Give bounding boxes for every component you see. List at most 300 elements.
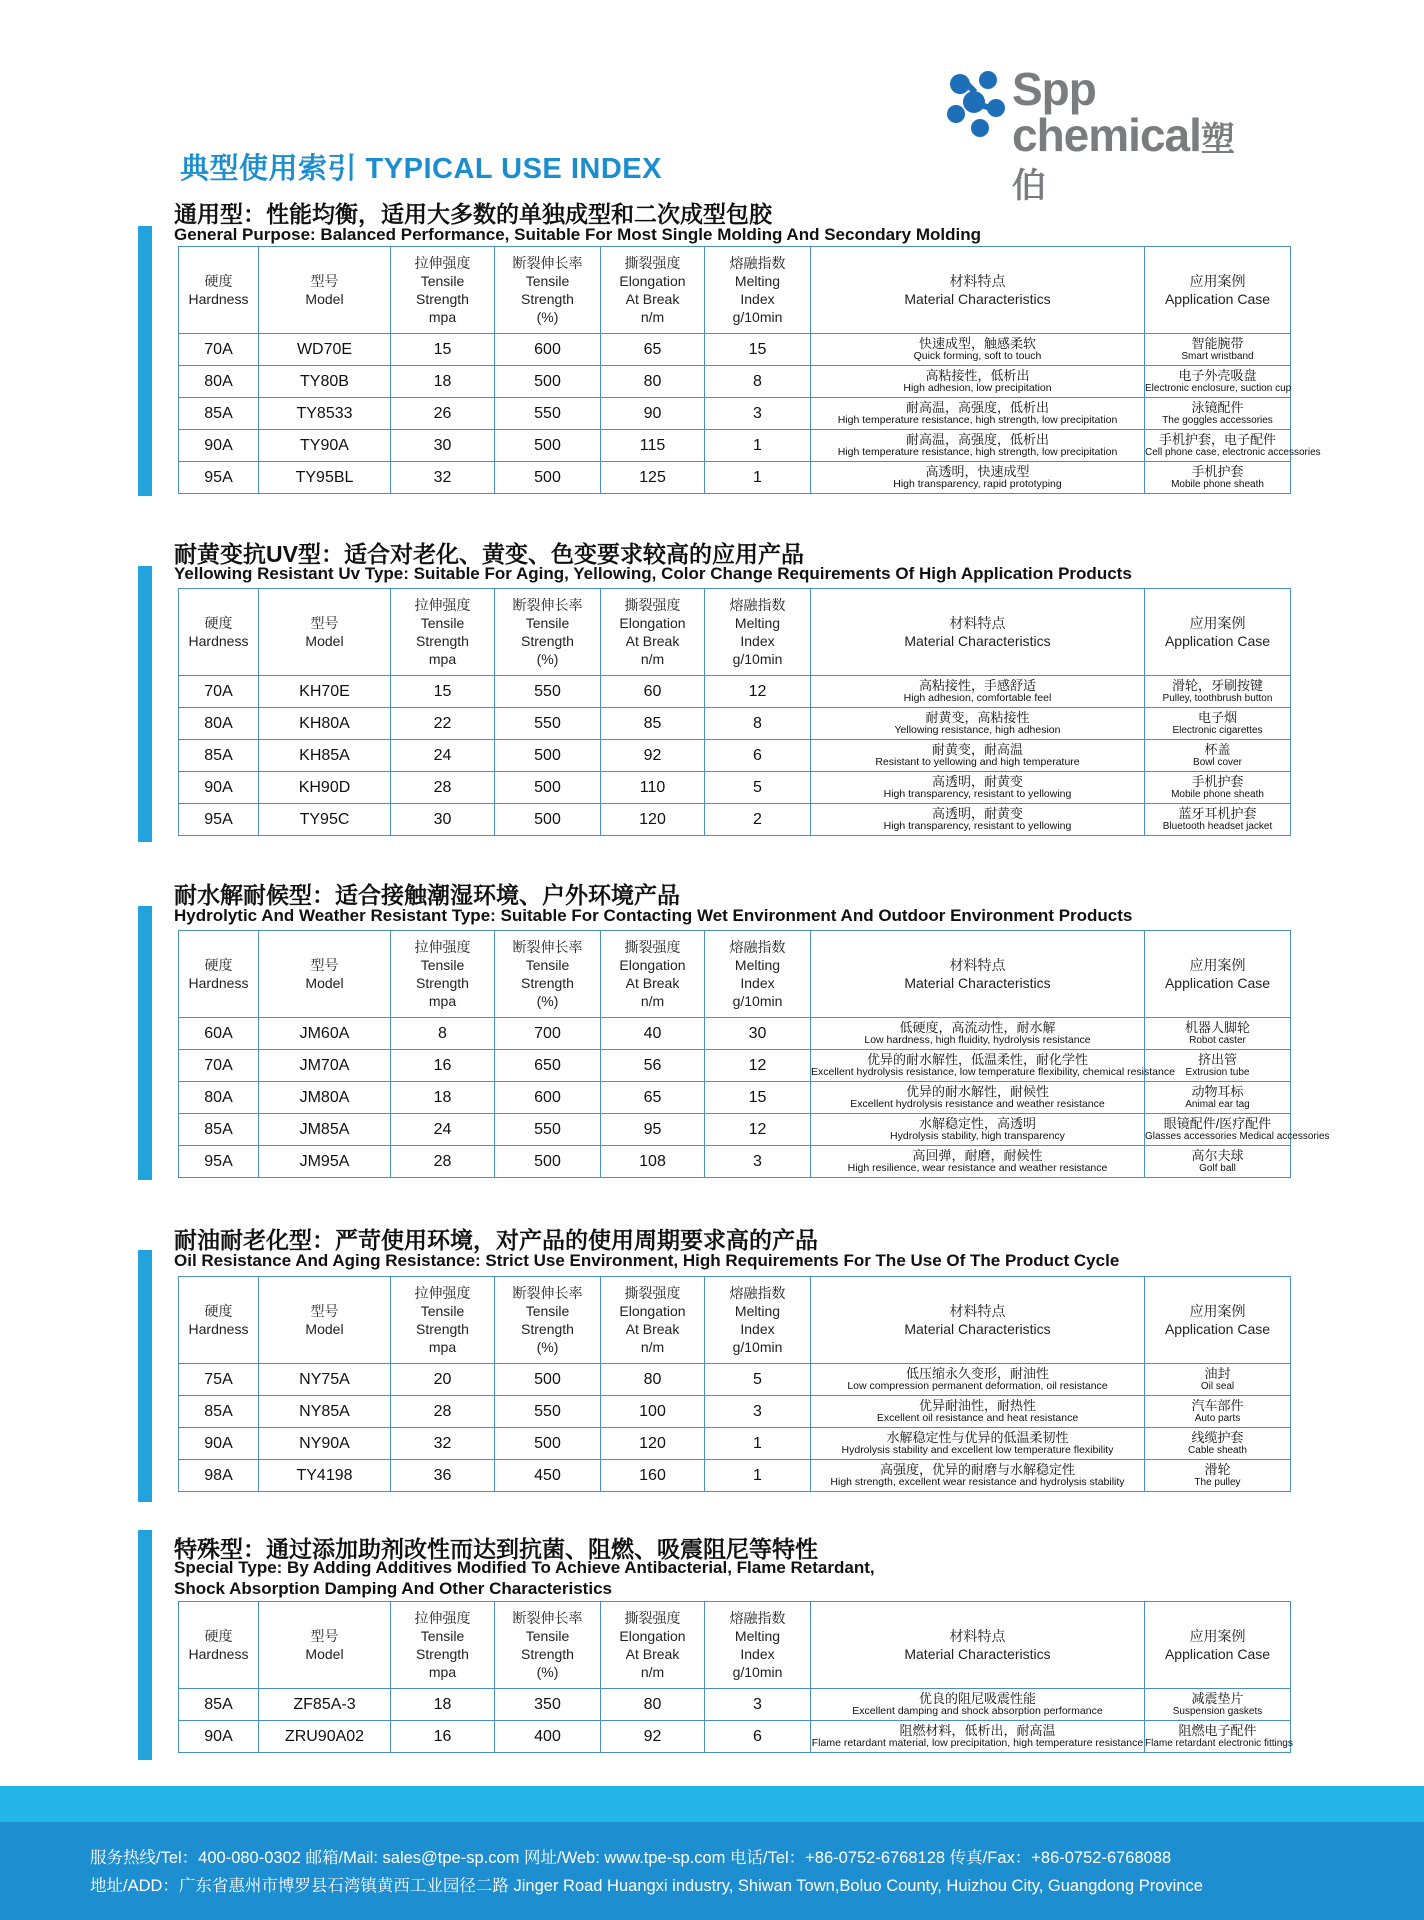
cell-tear-strength: 120 xyxy=(601,804,705,836)
feature-en: Excellent hydrolysis resistance, low temperature flexibility, chemical resistance xyxy=(811,1066,1175,1078)
section-title-cn: 耐黄变抗UV型：适合对老化、黄变、色变要求较高的应用产品 xyxy=(174,541,804,567)
header-line: Index xyxy=(740,633,775,649)
table-row xyxy=(179,1460,1291,1492)
feature-cn: 高透明，耐黄变 xyxy=(931,774,1023,789)
cell-application-case xyxy=(1145,772,1291,804)
cell-elongation: 600 xyxy=(495,1082,601,1114)
section-side-bar xyxy=(138,1250,152,1502)
header-line: 熔融指数 xyxy=(729,255,786,271)
header-line: 硬度 xyxy=(204,957,233,973)
header-line: 硬度 xyxy=(204,1303,233,1319)
header-line: g/10min xyxy=(732,309,783,325)
cell-application-case xyxy=(1145,740,1291,772)
cell-elongation: 400 xyxy=(495,1721,601,1753)
header-line: 撕裂强度 xyxy=(624,1285,681,1301)
section-title-en xyxy=(174,224,981,245)
section-title-en-line: Oil Resistance And Aging Resistance: Strict Use Environment, High Requirements For The Use Of The Product Cycle xyxy=(174,1251,1120,1270)
cell-application-case xyxy=(1145,1018,1291,1050)
cell-elongation: 500 xyxy=(495,366,601,398)
cell-model: JM80A xyxy=(259,1082,391,1114)
cell-tensile-strength: 28 xyxy=(391,1146,495,1178)
column-header-model xyxy=(259,589,391,676)
section-title-en-line: Yellowing Resistant Uv Type: Suitable For Aging, Yellowing, Color Change Requirements Of High Application Products xyxy=(174,564,1132,583)
cell-tear-strength: 110 xyxy=(601,772,705,804)
cell-hardness: 70A xyxy=(179,1050,259,1082)
feature-en: High adhesion, low precipitation xyxy=(903,382,1052,394)
header-line: 型号 xyxy=(310,615,339,631)
section-title-en xyxy=(174,563,1132,584)
cell-tear-strength: 85 xyxy=(601,708,705,740)
header-line: Hardness xyxy=(188,1646,249,1662)
feature-en: Resistant to yellowing and high temperature xyxy=(875,756,1080,768)
table-row xyxy=(179,398,1291,430)
table-row xyxy=(179,1428,1291,1460)
cell-application-case xyxy=(1145,708,1291,740)
table-row xyxy=(179,676,1291,708)
cell-application-case xyxy=(1145,366,1291,398)
application-en: Flame retardant electronic fittings xyxy=(1145,1738,1293,1749)
application-cn: 线缆护套 xyxy=(1191,1430,1244,1445)
cell-elongation: 500 xyxy=(495,1364,601,1396)
cell-hardness: 80A xyxy=(179,366,259,398)
application-cn: 挤出管 xyxy=(1197,1052,1237,1067)
header-line: Strength xyxy=(521,1646,574,1662)
cell-application-case xyxy=(1145,1460,1291,1492)
feature-cn: 高透明，耐黄变 xyxy=(931,806,1023,821)
application-en: The goggles accessories xyxy=(1162,415,1273,426)
cell-application-case xyxy=(1145,1689,1291,1721)
cell-tensile-strength: 28 xyxy=(391,772,495,804)
feature-en: Hydrolysis stability, high transparency xyxy=(890,1130,1065,1142)
cell-material-characteristics xyxy=(811,804,1145,836)
section-title-en-line: Special Type: By Adding Additives Modified To Achieve Antibacterial, Flame Retardant, xyxy=(174,1558,875,1577)
header-line: n/m xyxy=(640,1664,665,1680)
cell-tensile-strength: 36 xyxy=(391,1460,495,1492)
cell-elongation: 450 xyxy=(495,1460,601,1492)
spec-table xyxy=(178,1601,1291,1753)
header-line: Strength xyxy=(416,291,469,307)
cell-hardness: 95A xyxy=(179,804,259,836)
table-row xyxy=(179,1146,1291,1178)
section-title-en-line: Hydrolytic And Weather Resistant Type: Suitable For Contacting Wet Environment And Outdoor Environment Products xyxy=(174,906,1133,925)
header-line: Application Case xyxy=(1164,1321,1271,1337)
cell-tear-strength: 92 xyxy=(601,740,705,772)
column-header-melt xyxy=(705,931,811,1018)
header-line: Tensile xyxy=(525,1628,570,1644)
header-line: Tensile xyxy=(420,1628,465,1644)
section-title-en xyxy=(174,1250,1119,1271)
cell-model: WD70E xyxy=(259,334,391,366)
cell-hardness: 90A xyxy=(179,1428,259,1460)
cell-hardness: 90A xyxy=(179,1721,259,1753)
header-line: Hardness xyxy=(188,633,249,649)
feature-en: Quick forming, soft to touch xyxy=(913,350,1042,362)
cell-melt-index: 3 xyxy=(705,1146,811,1178)
column-header-application xyxy=(1145,247,1291,334)
cell-hardness: 90A xyxy=(179,772,259,804)
feature-cn: 水解稳定性与优异的低温柔韧性 xyxy=(886,1430,1069,1445)
feature-en: High temperature resistance, high strength, low precipitation xyxy=(837,414,1118,426)
column-header-model xyxy=(259,1277,391,1364)
header-line: Melting xyxy=(734,615,781,631)
cell-application-case xyxy=(1145,1428,1291,1460)
cell-application-case xyxy=(1145,430,1321,462)
header-line: mpa xyxy=(428,309,457,325)
feature-en: Hydrolysis stability and excellent low temperature flexibility xyxy=(841,1444,1114,1456)
header-line: At Break xyxy=(625,291,680,307)
cell-hardness: 70A xyxy=(179,676,259,708)
feature-cn: 高回弹，耐磨，耐候性 xyxy=(912,1148,1043,1163)
footer-contact-line: 服务热线/Tel：400-080-0302 邮箱/Mail: sales@tpe-sp.com 网址/Web: www.tpe-sp.com 电话/Tel：+86-0752-6768128 传真/Fax：+86-0752-6768088 xyxy=(90,1849,1172,1867)
cell-tear-strength: 40 xyxy=(601,1018,705,1050)
header-line: n/m xyxy=(640,1339,665,1355)
header-line: Strength xyxy=(416,633,469,649)
cell-application-case xyxy=(1145,462,1291,494)
header-line: Tensile xyxy=(420,273,465,289)
column-header-features xyxy=(811,589,1145,676)
header-line: 材料特点 xyxy=(949,1628,1006,1644)
application-cn: 动物耳标 xyxy=(1191,1084,1244,1099)
feature-cn: 高强度，优异的耐磨与水解稳定性 xyxy=(879,1462,1075,1477)
column-header-model xyxy=(259,1602,391,1689)
cell-melt-index: 1 xyxy=(705,1428,811,1460)
cell-tensile-strength: 15 xyxy=(391,334,495,366)
header-line: 断裂伸长率 xyxy=(512,1610,583,1626)
section-side-bar xyxy=(138,1530,152,1760)
table-row xyxy=(179,430,1291,462)
header-line: 硬度 xyxy=(204,1628,233,1644)
header-line: mpa xyxy=(428,993,457,1009)
cell-melt-index: 2 xyxy=(705,804,811,836)
cell-material-characteristics xyxy=(811,1689,1145,1721)
header-line: Strength xyxy=(416,1646,469,1662)
header-line: Material Characteristics xyxy=(904,1646,1051,1662)
header-line: 拉伸强度 xyxy=(414,1610,471,1626)
cell-melt-index: 12 xyxy=(705,676,811,708)
cell-elongation: 500 xyxy=(495,740,601,772)
column-header-tear xyxy=(601,1602,705,1689)
header-line: g/10min xyxy=(732,993,783,1009)
cell-material-characteristics xyxy=(811,708,1145,740)
column-header-model xyxy=(259,247,391,334)
column-header-melt xyxy=(705,1277,811,1364)
cell-application-case xyxy=(1145,676,1291,708)
application-en: Cell phone case, electronic accessories xyxy=(1145,447,1321,458)
cell-material-characteristics xyxy=(811,772,1145,804)
header-line: 撕裂强度 xyxy=(624,255,681,271)
header-line: 型号 xyxy=(310,1303,339,1319)
cell-material-characteristics xyxy=(811,462,1145,494)
header-line: 型号 xyxy=(310,957,339,973)
application-en: Golf ball xyxy=(1199,1163,1236,1174)
header-line: Hardness xyxy=(188,1321,249,1337)
cell-tensile-strength: 32 xyxy=(391,1428,495,1460)
feature-en: Low compression permanent deformation, oil resistance xyxy=(847,1380,1108,1392)
spec-table xyxy=(178,246,1321,494)
column-header-elongation xyxy=(495,1602,601,1689)
cell-elongation: 500 xyxy=(495,430,601,462)
column-header-features xyxy=(811,1277,1145,1364)
cell-hardness: 95A xyxy=(179,462,259,494)
header-line: Index xyxy=(740,1646,775,1662)
cell-melt-index: 3 xyxy=(705,1396,811,1428)
header-line: Model xyxy=(305,1646,344,1662)
header-line: Melting xyxy=(734,1628,781,1644)
cell-elongation: 600 xyxy=(495,334,601,366)
header-line: Strength xyxy=(521,291,574,307)
section-title-cn: 耐水解耐候型：适合接触潮湿环境、户外环境产品 xyxy=(174,882,680,908)
cell-tensile-strength: 16 xyxy=(391,1721,495,1753)
cell-material-characteristics xyxy=(811,740,1145,772)
header-line: Model xyxy=(305,633,344,649)
section-title-en-line: General Purpose: Balanced Performance, Suitable For Most Single Molding And Secondary Molding xyxy=(174,225,981,244)
cell-tear-strength: 115 xyxy=(601,430,705,462)
cell-tear-strength: 56 xyxy=(601,1050,705,1082)
header-line: Melting xyxy=(734,273,781,289)
cell-material-characteristics xyxy=(811,366,1145,398)
header-line: 拉伸强度 xyxy=(414,255,471,271)
header-line: 材料特点 xyxy=(949,957,1006,973)
column-header-application xyxy=(1145,931,1291,1018)
table-row xyxy=(179,1050,1291,1082)
cell-melt-index: 3 xyxy=(705,1689,811,1721)
table-row xyxy=(179,1018,1291,1050)
application-cn: 阻燃电子配件 xyxy=(1178,1723,1257,1738)
column-header-hardness xyxy=(179,247,259,334)
cell-hardness: 95A xyxy=(179,1146,259,1178)
header-line: 应用案例 xyxy=(1189,1628,1246,1644)
application-en: Bowl cover xyxy=(1193,757,1242,768)
application-cn: 机器人脚轮 xyxy=(1184,1020,1250,1035)
cell-elongation: 550 xyxy=(495,398,601,430)
feature-en: High strength, excellent wear resistance and hydrolysis stability xyxy=(830,1476,1125,1488)
cell-tear-strength: 90 xyxy=(601,398,705,430)
cell-hardness: 98A xyxy=(179,1460,259,1492)
cell-model: NY90A xyxy=(259,1428,391,1460)
header-line: n/m xyxy=(640,309,665,325)
column-header-tear xyxy=(601,247,705,334)
feature-en: Excellent oil resistance and heat resistance xyxy=(876,1412,1079,1424)
cell-tear-strength: 160 xyxy=(601,1460,705,1492)
header-line: Material Characteristics xyxy=(904,975,1051,991)
feature-en: Excellent damping and shock absorption performance xyxy=(852,1705,1103,1717)
cell-model: TY4198 xyxy=(259,1460,391,1492)
cell-material-characteristics xyxy=(811,1428,1145,1460)
application-cn: 滑轮，牙刷按键 xyxy=(1171,678,1263,693)
cell-tensile-strength: 20 xyxy=(391,1364,495,1396)
header-line: Strength xyxy=(521,633,574,649)
feature-cn: 耐高温，高强度，低析出 xyxy=(905,432,1049,447)
application-en: Electronic cigarettes xyxy=(1172,725,1263,736)
cell-elongation: 550 xyxy=(495,1396,601,1428)
feature-en: High temperature resistance, high strength, low precipitation xyxy=(837,446,1118,458)
header-line: Tensile xyxy=(420,957,465,973)
table-row xyxy=(179,1689,1291,1721)
application-en: Suspension gaskets xyxy=(1172,1706,1263,1717)
header-line: Application Case xyxy=(1164,1646,1271,1662)
logo-brand-line1: Spp xyxy=(1012,63,1096,115)
application-en: Smart wristband xyxy=(1181,351,1254,362)
cell-elongation: 700 xyxy=(495,1018,601,1050)
table-row xyxy=(179,366,1291,398)
header-line: 拉伸强度 xyxy=(414,1285,471,1301)
footer xyxy=(0,1822,1424,1920)
table-row xyxy=(179,1082,1291,1114)
feature-cn: 高粘接性，手感舒适 xyxy=(918,678,1036,693)
cell-application-case xyxy=(1145,1396,1291,1428)
header-line: Index xyxy=(740,975,775,991)
header-line: 材料特点 xyxy=(949,615,1006,631)
column-header-melt xyxy=(705,247,811,334)
cell-melt-index: 15 xyxy=(705,1082,811,1114)
header-line: Tensile xyxy=(525,1303,570,1319)
cell-tear-strength: 80 xyxy=(601,1689,705,1721)
application-en: Mobile phone sheath xyxy=(1171,789,1264,800)
application-en: Mobile phone sheath xyxy=(1171,479,1264,490)
section-title-en xyxy=(174,905,1132,926)
header-line: 材料特点 xyxy=(949,273,1006,289)
section-side-bar xyxy=(138,906,152,1180)
cell-model: ZRU90A02 xyxy=(259,1721,391,1753)
header-line: Strength xyxy=(521,1321,574,1337)
cell-model: JM95A xyxy=(259,1146,391,1178)
cell-hardness: 80A xyxy=(179,708,259,740)
header-line: 断裂伸长率 xyxy=(512,939,583,955)
column-header-hardness xyxy=(179,589,259,676)
header-line: Strength xyxy=(416,975,469,991)
application-cn: 汽车部件 xyxy=(1191,1398,1244,1413)
header-line: Elongation xyxy=(619,957,686,973)
spec-table xyxy=(178,930,1330,1178)
header-line: Material Characteristics xyxy=(904,1321,1051,1337)
cell-model: KH90D xyxy=(259,772,391,804)
cell-tensile-strength: 18 xyxy=(391,1689,495,1721)
feature-cn: 优异的耐水解性，低温柔性，耐化学性 xyxy=(866,1052,1088,1067)
cell-tensile-strength: 8 xyxy=(391,1018,495,1050)
header-line: At Break xyxy=(625,1321,680,1337)
feature-en: High transparency, resistant to yellowing xyxy=(883,820,1072,832)
cell-elongation: 500 xyxy=(495,1428,601,1460)
header-line: 硬度 xyxy=(204,615,233,631)
header-line: 撕裂强度 xyxy=(624,597,681,613)
footer-address-line: 地址/ADD：广东省惠州市博罗县石湾镇黄西工业园径二路 Jinger Road Huangxi industry, Shiwan Town,Boluo County, Huizhou City, Guangdong Province xyxy=(90,1877,1203,1895)
cell-material-characteristics xyxy=(811,430,1145,462)
cell-hardness: 85A xyxy=(179,1396,259,1428)
table-row xyxy=(179,1396,1291,1428)
header-line: Index xyxy=(740,291,775,307)
application-cn: 蓝牙耳机护套 xyxy=(1178,806,1257,821)
header-line: Model xyxy=(305,291,344,307)
header-line: 断裂伸长率 xyxy=(512,255,583,271)
application-cn: 油封 xyxy=(1204,1366,1231,1381)
application-en: Robot caster xyxy=(1189,1035,1246,1046)
cell-hardness: 85A xyxy=(179,1114,259,1146)
logo-brand-line2 xyxy=(1012,109,1264,205)
cell-hardness: 80A xyxy=(179,1082,259,1114)
column-header-elongation xyxy=(495,1277,601,1364)
header-line: Melting xyxy=(734,1303,781,1319)
cell-elongation: 350 xyxy=(495,1689,601,1721)
header-line: 应用案例 xyxy=(1189,615,1246,631)
cell-tear-strength: 65 xyxy=(601,1082,705,1114)
cell-hardness: 85A xyxy=(179,398,259,430)
header-line: 熔融指数 xyxy=(729,939,786,955)
feature-en: Yellowing resistance, high adhesion xyxy=(894,724,1061,736)
cell-application-case xyxy=(1145,1082,1291,1114)
logo-brand-cn: 塑伯 xyxy=(1012,121,1235,205)
cell-elongation: 550 xyxy=(495,708,601,740)
logo-brand-word: chemical xyxy=(1012,109,1201,161)
cell-elongation: 500 xyxy=(495,462,601,494)
cell-melt-index: 5 xyxy=(705,772,811,804)
cell-hardness: 85A xyxy=(179,1689,259,1721)
cell-tear-strength: 125 xyxy=(601,462,705,494)
header-line: 熔融指数 xyxy=(729,1610,786,1626)
column-header-melt xyxy=(705,1602,811,1689)
cell-material-characteristics xyxy=(811,1721,1145,1753)
header-line: Hardness xyxy=(188,975,249,991)
application-en: Extrusion tube xyxy=(1185,1067,1250,1078)
cell-material-characteristics xyxy=(811,1114,1145,1146)
column-header-elongation xyxy=(495,247,601,334)
column-header-hardness xyxy=(179,1602,259,1689)
header-line: Strength xyxy=(521,975,574,991)
cell-application-case xyxy=(1145,1364,1291,1396)
cell-tensile-strength: 15 xyxy=(391,676,495,708)
cell-elongation: 550 xyxy=(495,676,601,708)
cell-hardness: 70A xyxy=(179,334,259,366)
header-line: Tensile xyxy=(420,1303,465,1319)
section-title-cn: 通用型：性能均衡，适用大多数的单独成型和二次成型包胶 xyxy=(174,201,772,227)
feature-cn: 耐黄变，耐高温 xyxy=(931,742,1023,757)
feature-cn: 快速成型，触感柔软 xyxy=(918,336,1036,351)
column-header-application xyxy=(1145,589,1291,676)
feature-cn: 水解稳定性，高透明 xyxy=(918,1116,1036,1131)
cell-material-characteristics xyxy=(811,1050,1175,1082)
cell-model: KH85A xyxy=(259,740,391,772)
header-line: Tensile xyxy=(420,615,465,631)
feature-en: Low hardness, high fluidity, hydrolysis resistance xyxy=(864,1034,1091,1046)
section-title-cn: 耐油耐老化型：严苛使用环境，对产品的使用周期要求高的产品 xyxy=(174,1227,818,1253)
header-line: 应用案例 xyxy=(1189,1303,1246,1319)
cell-tear-strength: 100 xyxy=(601,1396,705,1428)
cell-model: JM60A xyxy=(259,1018,391,1050)
cell-model: NY85A xyxy=(259,1396,391,1428)
feature-cn: 高粘接性，低析出 xyxy=(925,368,1030,383)
feature-cn: 优异耐油性，耐热性 xyxy=(918,1398,1036,1413)
cell-material-characteristics xyxy=(811,676,1145,708)
column-header-melt xyxy=(705,589,811,676)
application-cn: 手机护套 xyxy=(1191,464,1244,479)
section-side-bar xyxy=(138,566,152,842)
header-line: 熔融指数 xyxy=(729,597,786,613)
cell-application-case xyxy=(1145,804,1291,836)
header-line: n/m xyxy=(640,651,665,667)
cell-model: KH70E xyxy=(259,676,391,708)
table-row xyxy=(179,1721,1291,1753)
header-line: 硬度 xyxy=(204,273,233,289)
cell-tensile-strength: 26 xyxy=(391,398,495,430)
page-title: 典型使用索引 TYPICAL USE INDEX xyxy=(180,153,662,185)
column-header-tensile-strength xyxy=(391,1602,495,1689)
cell-model: NY75A xyxy=(259,1364,391,1396)
cell-application-case xyxy=(1145,334,1291,366)
cell-tear-strength: 65 xyxy=(601,334,705,366)
section-title-en xyxy=(174,1557,875,1599)
application-en: Electronic enclosure, suction cup xyxy=(1145,383,1292,394)
header-line: (%) xyxy=(536,1339,559,1355)
section-title-cn: 特殊型：通过添加助剂改性而达到抗菌、阻燃、吸震阻尼等特性 xyxy=(174,1536,818,1562)
